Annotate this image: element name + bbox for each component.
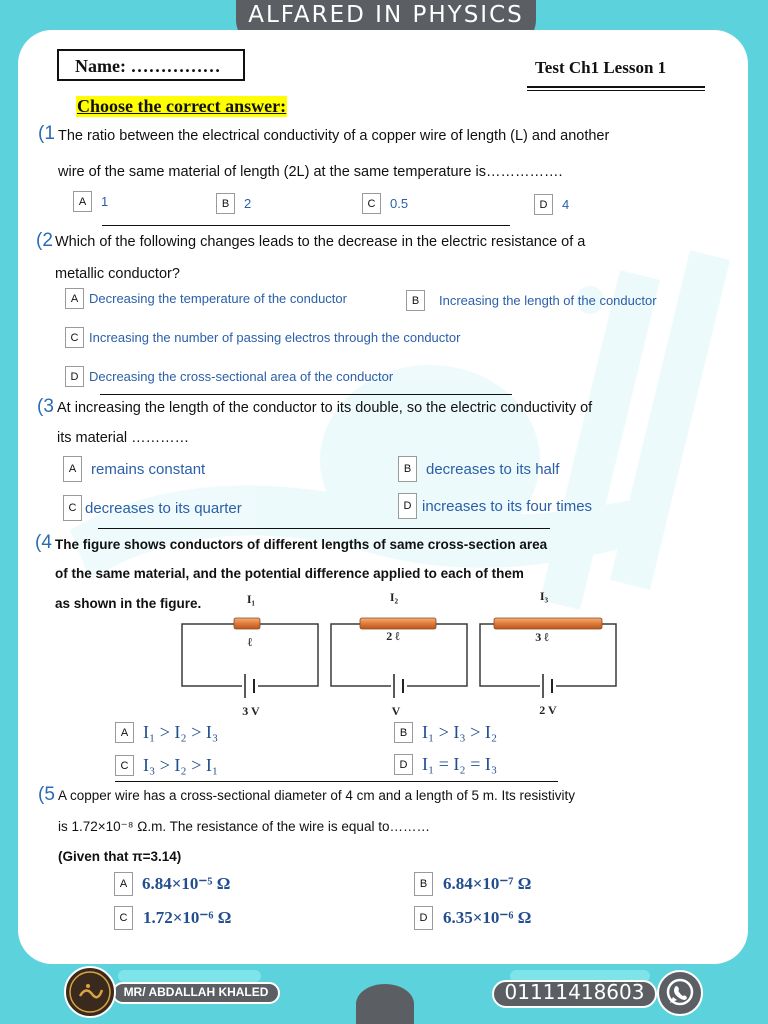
option-letter: D <box>394 754 413 775</box>
option-letter: B <box>216 193 235 214</box>
option-letter: B <box>398 456 417 482</box>
question-text: Which of the following changes leads to the decrease in the electric resistance of a <box>55 234 586 250</box>
question-number: (2 <box>36 230 53 251</box>
question-number: (1 <box>38 123 55 144</box>
question-text: The ratio between the electrical conductivity of a copper wire of length (L) and another <box>58 128 610 144</box>
question-text: wire of the same material of length (2L) at the same temperature is……………. <box>58 164 563 180</box>
conductor-2 <box>360 618 436 629</box>
option-c[interactable] <box>63 495 242 521</box>
option-b[interactable] <box>406 290 657 311</box>
length-label-2: 2 ℓ <box>386 629 400 643</box>
test-title: Test Ch1 Lesson 1 <box>535 58 667 77</box>
option-c[interactable] <box>65 327 460 348</box>
length-label-1: ℓ <box>247 635 253 649</box>
option-letter: C <box>115 755 134 776</box>
conductor-3 <box>494 618 602 629</box>
option-letter: D <box>534 194 553 215</box>
option-letter: A <box>73 191 92 212</box>
question-text: is 1.72×10⁻⁸ Ω.m. The resistance of the wire is equal to……… <box>58 819 430 834</box>
voltage-label-3: 2 V <box>539 703 557 717</box>
question-2 <box>36 230 53 252</box>
option-b[interactable] <box>216 193 251 214</box>
teacher-name: MR/ ABDALLAH KHALED <box>123 985 269 999</box>
option-d[interactable] <box>65 366 393 387</box>
option-text: Decreasing the cross-sectional area of the conductor <box>89 369 394 384</box>
option-a[interactable] <box>63 456 205 482</box>
question-3 <box>37 396 54 418</box>
option-text: 1 <box>101 194 109 209</box>
option-c[interactable] <box>362 193 408 214</box>
option-text: Decreasing the temperature of the conductor <box>89 291 347 306</box>
circuit-figure <box>178 588 620 720</box>
current-label-3: I₃ <box>539 589 549 603</box>
separator-line <box>115 781 558 782</box>
option-letter: A <box>114 872 133 896</box>
banner-title: ALFARED IN PHYSICS <box>248 2 524 28</box>
question-text: A copper wire has a cross-sectional diameter of 4 cm and a length of 5 m. Its resistivity <box>58 788 575 803</box>
whatsapp-icon[interactable] <box>657 970 703 1016</box>
option-text: I₁ > I₂ > I₃ <box>143 722 219 742</box>
question-text: At increasing the length of the conductor to its double, so the electric conductivity of <box>57 400 593 416</box>
option-text: I₁ = I₂ = I₃ <box>422 754 498 774</box>
option-text: 6.84×10⁻⁷ Ω <box>443 874 532 893</box>
option-text: 1.72×10⁻⁶ Ω <box>143 908 232 927</box>
option-c[interactable] <box>115 755 218 776</box>
title-underline <box>527 90 705 91</box>
option-d[interactable] <box>414 906 531 930</box>
question-number: (3 <box>37 396 54 417</box>
option-letter: A <box>63 456 82 482</box>
option-a[interactable] <box>115 722 218 743</box>
option-text: I₁ > I₃ > I₂ <box>422 722 498 742</box>
option-letter: C <box>63 495 82 521</box>
option-letter: B <box>394 722 413 743</box>
question-text: of the same material, and the potential difference applied to each of them <box>55 566 524 581</box>
length-label-3: 3 ℓ <box>535 630 549 644</box>
option-text: 2 <box>244 196 252 211</box>
option-letter: B <box>406 290 425 311</box>
option-b[interactable] <box>394 722 497 743</box>
instruction-heading: Choose the correct answer: <box>77 96 287 116</box>
option-text: 0.5 <box>390 196 409 211</box>
phone-number: 01111418603 <box>504 980 645 1004</box>
question-4 <box>35 532 52 554</box>
voltage-label-1: 3 V <box>242 704 260 718</box>
option-text: 6.35×10⁻⁶ Ω <box>443 908 532 927</box>
logo-icon <box>64 966 116 1018</box>
question-5 <box>38 784 55 806</box>
option-letter: A <box>115 722 134 743</box>
question-text: metallic conductor? <box>55 266 180 282</box>
option-b[interactable] <box>414 872 531 896</box>
voltage-label-2: V <box>391 704 401 718</box>
separator-line <box>100 394 512 395</box>
question-text: as shown in the figure. <box>55 596 202 611</box>
option-text: decreases to its half <box>426 460 560 478</box>
option-text: Increasing the number of passing electros through the conductor <box>89 330 461 345</box>
footer-decoration <box>356 984 414 1024</box>
option-letter: C <box>362 193 381 214</box>
option-c[interactable] <box>114 906 231 930</box>
option-a[interactable] <box>114 872 230 896</box>
option-text: decreases to its quarter <box>85 499 242 517</box>
option-letter: B <box>414 872 433 896</box>
current-label-2: I₂ <box>389 590 399 604</box>
option-text: 4 <box>562 197 570 212</box>
question-text: its material ………… <box>57 430 190 446</box>
current-label-1: I₁ <box>246 592 256 606</box>
question-text: (Given that π=3.14) <box>58 849 182 864</box>
option-letter: D <box>414 906 433 930</box>
option-letter: D <box>65 366 84 387</box>
option-d[interactable] <box>398 493 592 519</box>
conductor-1 <box>234 618 260 629</box>
question-number: (4 <box>35 532 52 553</box>
option-letter: A <box>65 288 84 309</box>
question-number: (5 <box>38 784 55 805</box>
option-text: 6.84×10⁻⁵ Ω <box>142 874 231 893</box>
option-text: I₃ > I₂ > I₁ <box>143 755 219 775</box>
option-letter: C <box>114 906 133 930</box>
option-a[interactable] <box>73 191 108 212</box>
option-b[interactable] <box>398 456 559 482</box>
separator-line <box>98 528 550 529</box>
separator-line <box>102 225 510 226</box>
option-d[interactable] <box>534 194 569 215</box>
option-letter: D <box>398 493 417 519</box>
option-text: remains constant <box>91 460 206 478</box>
name-field[interactable]: Name: …………… <box>57 49 245 81</box>
question-text: The figure shows conductors of different lengths of same cross-section area <box>55 537 548 552</box>
option-d[interactable] <box>394 754 497 775</box>
question-1 <box>38 123 55 145</box>
footer-decoration <box>118 970 261 982</box>
option-a[interactable] <box>65 288 347 309</box>
option-text: increases to its four times <box>422 497 593 515</box>
option-letter: C <box>65 327 84 348</box>
option-text: Increasing the length of the conductor <box>439 293 657 308</box>
title-underline <box>527 86 705 88</box>
